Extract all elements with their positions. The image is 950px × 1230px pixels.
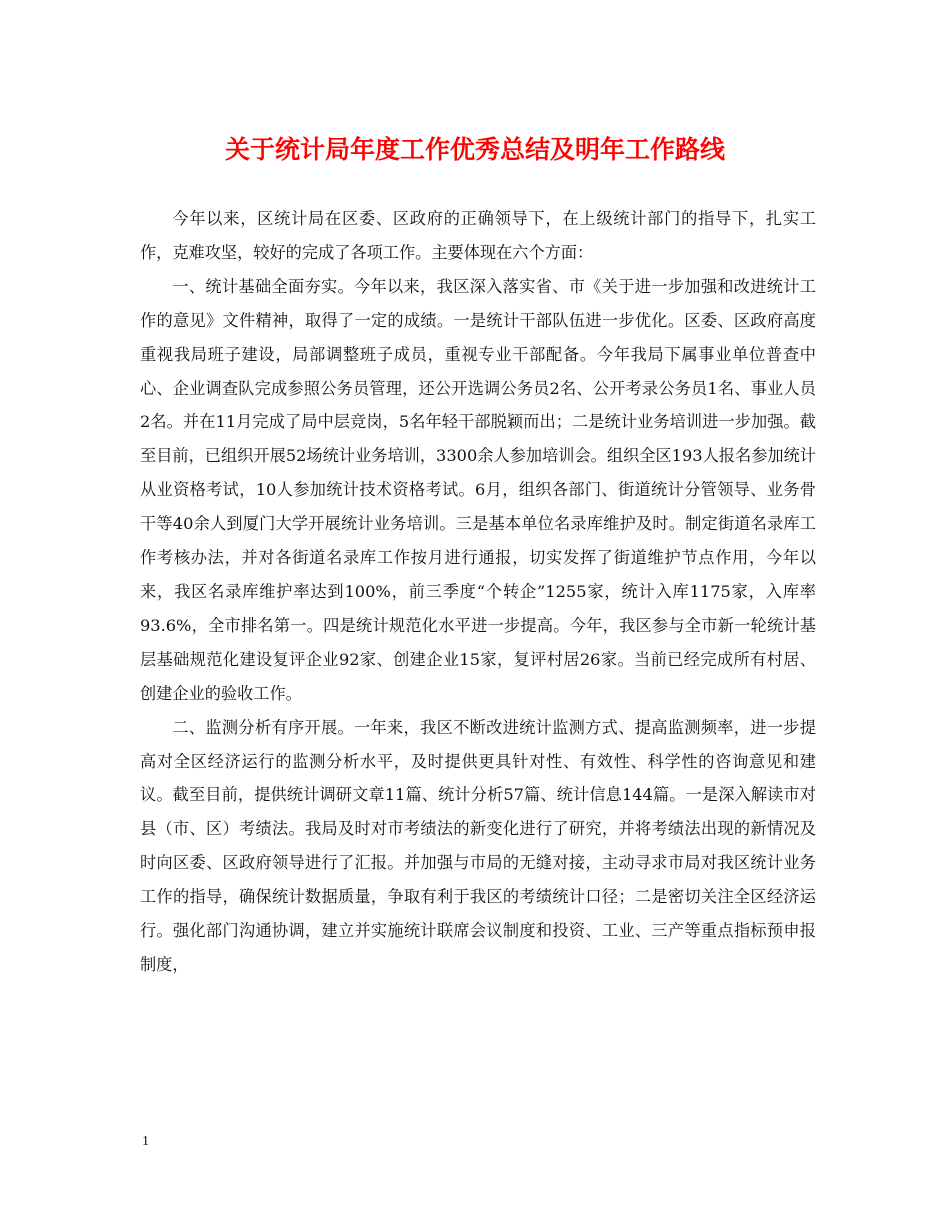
paragraph-section-one: 一、统计基础全面夯实。今年以来，我区深入落实省、市《关于进一步加强和改进统计工作的意见》文件精神，取得了一定的成绩。一是统计干部队伍进一步优化。区委、区政府高度重视我局班子建设，局部调整班子成员，重视专业干部配备。今年我局下属事业单位普查中心、企业调查队完成参照公务员管理，还公开选调公务员2名、公开考录公务员1名、事业人员2名。并在11月完成了局中层竞岗，5名年轻干部脱颖而出；二是统计业务培训进一步加强。截至目前，已组织开展52场统计业务培训，3300余人参加培训会。组织全区193人报名参加统计从业资格考试，10人参加统计技术资格考试。6月，组织各部门、街道统计分管领导、业务骨干等40余人到厦门大学开展统计业务培训。三是基本单位名录库维护及时。制定街道名录库工作考核办法，并对各街道名录库工作按月进行通报，切实发挥了街道维护节点作用，今年以来，我区名录库维护率达到100%，前三季度“个转企”1255家，统计入库1175家，入库率93.6%，全市排名第一。四是统计规范化水平进一步提高。今年，我区参与全市新一轮统计基层基础规范化建设复评企业92家、创建企业15家，复评村居26家。当前已经完成所有村居、创建企业的验收工作。 [140, 276, 816, 703]
document-body [140, 202, 816, 982]
document-title: 关于统计局年度工作优秀总结及明年工作路线 [224, 135, 725, 164]
page-number: 1 [142, 1134, 149, 1149]
paragraph-section-two: 二、监测分析有序开展。一年来，我区不断改进统计监测方式、提高监测频率，进一步提高对全区经济运行的监测分析水平，及时提供更具针对性、有效性、科学性的咨询意见和建议。截至目前，提供统计调研文章11篇、统计分析57篇、统计信息144篇。一是深入解读市对县（市、区）考绩法。我局及时对市考绩法的新变化进行了研究，并将考绩法出现的新情况及时向区委、区政府领导进行了汇报。并加强与市局的无缝对接，主动寻求市局对我区统计业务工作的指导，确保统计数据质量，争取有利于我区的考绩统计口径；二是密切关注全区经济运行。强化部门沟通协调，建立并实施统计联席会议制度和投资、工业、三产等重点指标预申报制度， [140, 717, 816, 974]
paragraph-intro: 今年以来，区统计局在区委、区政府的正确领导下，在上级统计部门的指导下，扎实工作，克难攻坚，较好的完成了各项工作。主要体现在六个方面： [140, 209, 816, 262]
